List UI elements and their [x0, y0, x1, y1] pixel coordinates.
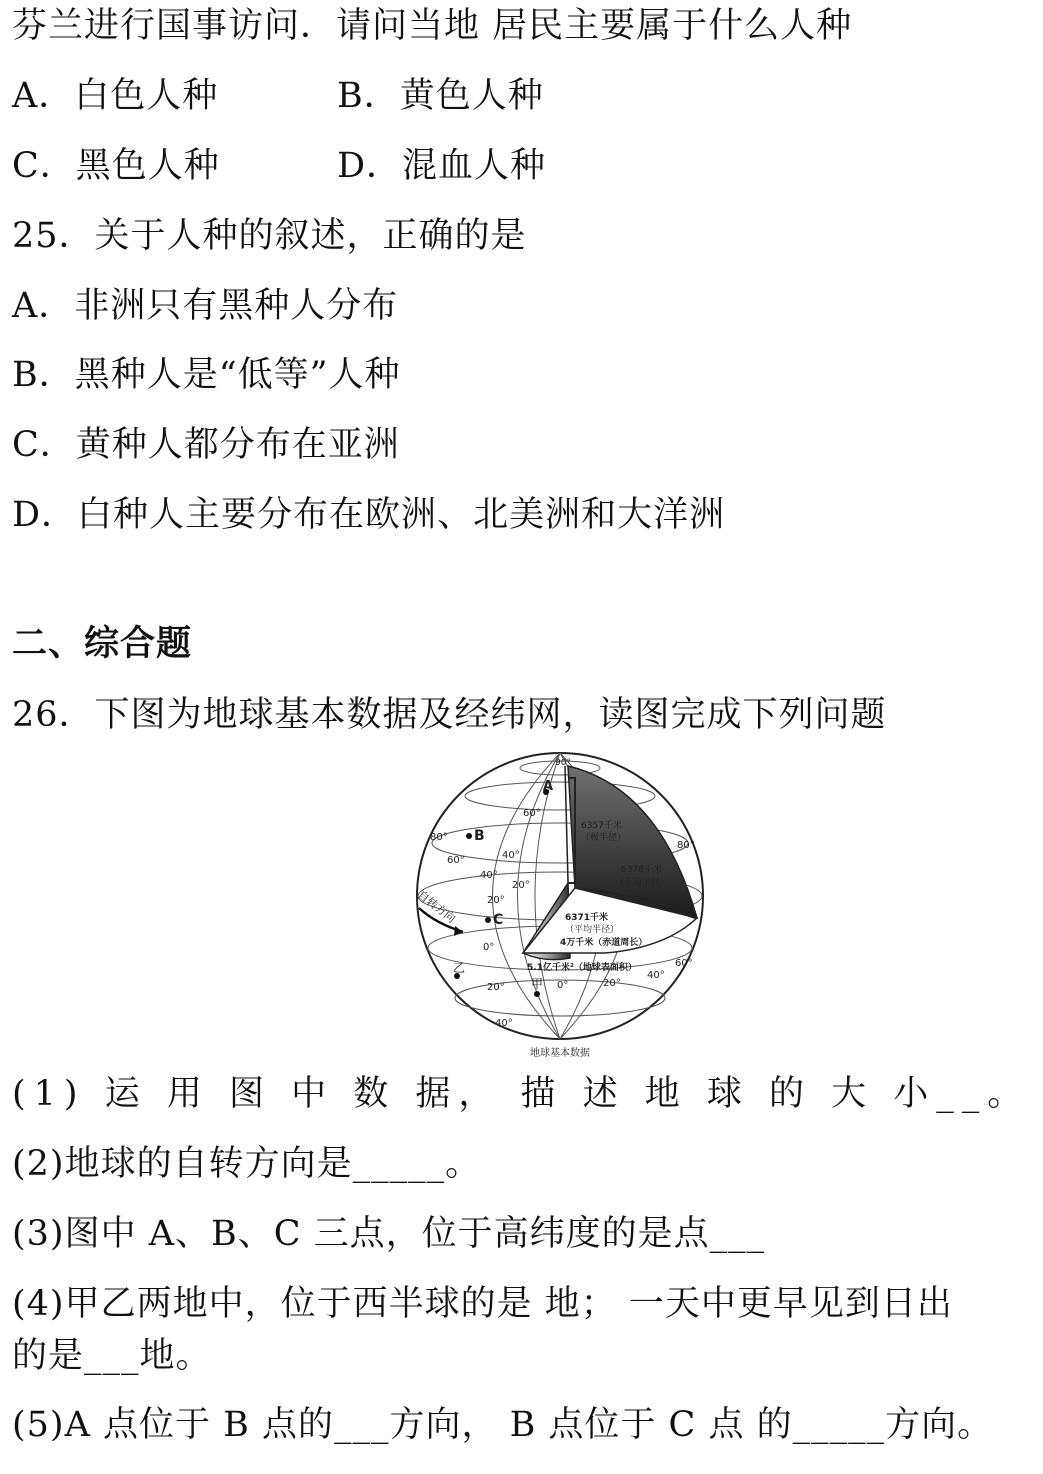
lat-label: 40°	[502, 850, 520, 861]
q25-stem: 25．关于人种的叙述，正确的是	[12, 216, 527, 256]
point-jia-dot	[534, 991, 540, 997]
q26-sub-2: (2)地球的自转方向是_____。	[12, 1144, 482, 1184]
pole-label: 90°	[555, 758, 571, 768]
q26-sub-1: (1) 运 用 图 中 数 据， 描 述 地 球 的 大 小__。	[12, 1074, 1031, 1114]
mean-radius-label: 6371千米	[565, 913, 609, 923]
lat-label: 60°	[447, 855, 465, 866]
lat-label: 80°	[430, 832, 448, 843]
surface-area-label: 5.1亿千米²（地球表面积）	[527, 963, 637, 973]
lat-label: 20°	[487, 982, 505, 993]
figure-caption: 地球基本数据	[530, 1048, 590, 1059]
point-b-dot	[466, 833, 472, 839]
lat-label: 20°	[487, 895, 505, 906]
lon-label: 40°	[647, 970, 665, 981]
point-a-label: A	[543, 779, 554, 794]
q26-sub-5: (5)A 点位于 B 点的___方向， B 点位于 C 点 的_____方向。	[12, 1405, 994, 1445]
q26-sub-3: (3)图中 A、B、C 三点，位于高纬度的是点___	[12, 1214, 766, 1254]
lon-label: 0°	[557, 980, 569, 991]
earth-data-figure	[405, 748, 715, 1068]
q24-options-row1	[12, 74, 544, 118]
point-b-label: B	[474, 828, 485, 844]
q26-stem: 26．下图为地球基本数据及经纬网，读图完成下列问题	[12, 695, 887, 735]
lat-label: 60°	[523, 808, 541, 819]
q24-options-row2	[12, 144, 547, 188]
q25-option-d: D．白种人主要分布在欧洲、北美洲和大洋洲	[12, 495, 726, 535]
polar-radius-label: 6357千米	[581, 821, 622, 831]
polar-radius-note: （极半径）	[581, 833, 627, 843]
lat-label: 20°	[512, 880, 530, 891]
lon-label: 20°	[603, 978, 621, 989]
equatorial-radius-note: （赤道半径）	[615, 878, 670, 888]
point-c-label: C	[493, 912, 504, 928]
lat-label: 60°	[675, 958, 693, 969]
q24-option-b: B．黄色人种	[337, 76, 544, 116]
point-yi-label: 乙	[453, 961, 466, 975]
q26-sub-4-cont: 的是___地。	[12, 1336, 212, 1376]
q25-option-c: C．黄种人都分布在亚洲	[12, 425, 400, 465]
q24-option-d: D．混血人种	[337, 146, 547, 186]
rotation-label: 自转方向	[415, 888, 458, 926]
q24-stem-tail: 芬兰进行国事访问．请问当地 居民主要属于什么人种	[12, 6, 853, 46]
circumference-label: 4万千米（赤道周长）	[560, 938, 648, 948]
point-c-dot	[485, 917, 491, 923]
mean-radius-note: （平均半径）	[565, 925, 620, 935]
q24-option-c: C．黑色人种	[12, 146, 220, 186]
lat-label: 40°	[495, 1018, 513, 1029]
q26-sub-4: (4)甲乙两地中，位于西半球的是 地； 一天中更早见到日出	[12, 1284, 953, 1324]
lat-label: 80°	[677, 840, 695, 851]
q25-option-b: B．黑种人是“低等”人种	[12, 355, 401, 395]
lat-label: 40°	[480, 870, 498, 881]
q25-option-a: A．非洲只有黑种人分布	[12, 286, 399, 326]
equatorial-radius-label: 6378千米	[621, 865, 662, 875]
lat-label: 0°	[483, 942, 495, 953]
section-title: 二、综合题	[12, 623, 193, 664]
q24-option-a: A．白色人种	[12, 76, 219, 116]
point-jia-label: 甲	[531, 977, 544, 991]
